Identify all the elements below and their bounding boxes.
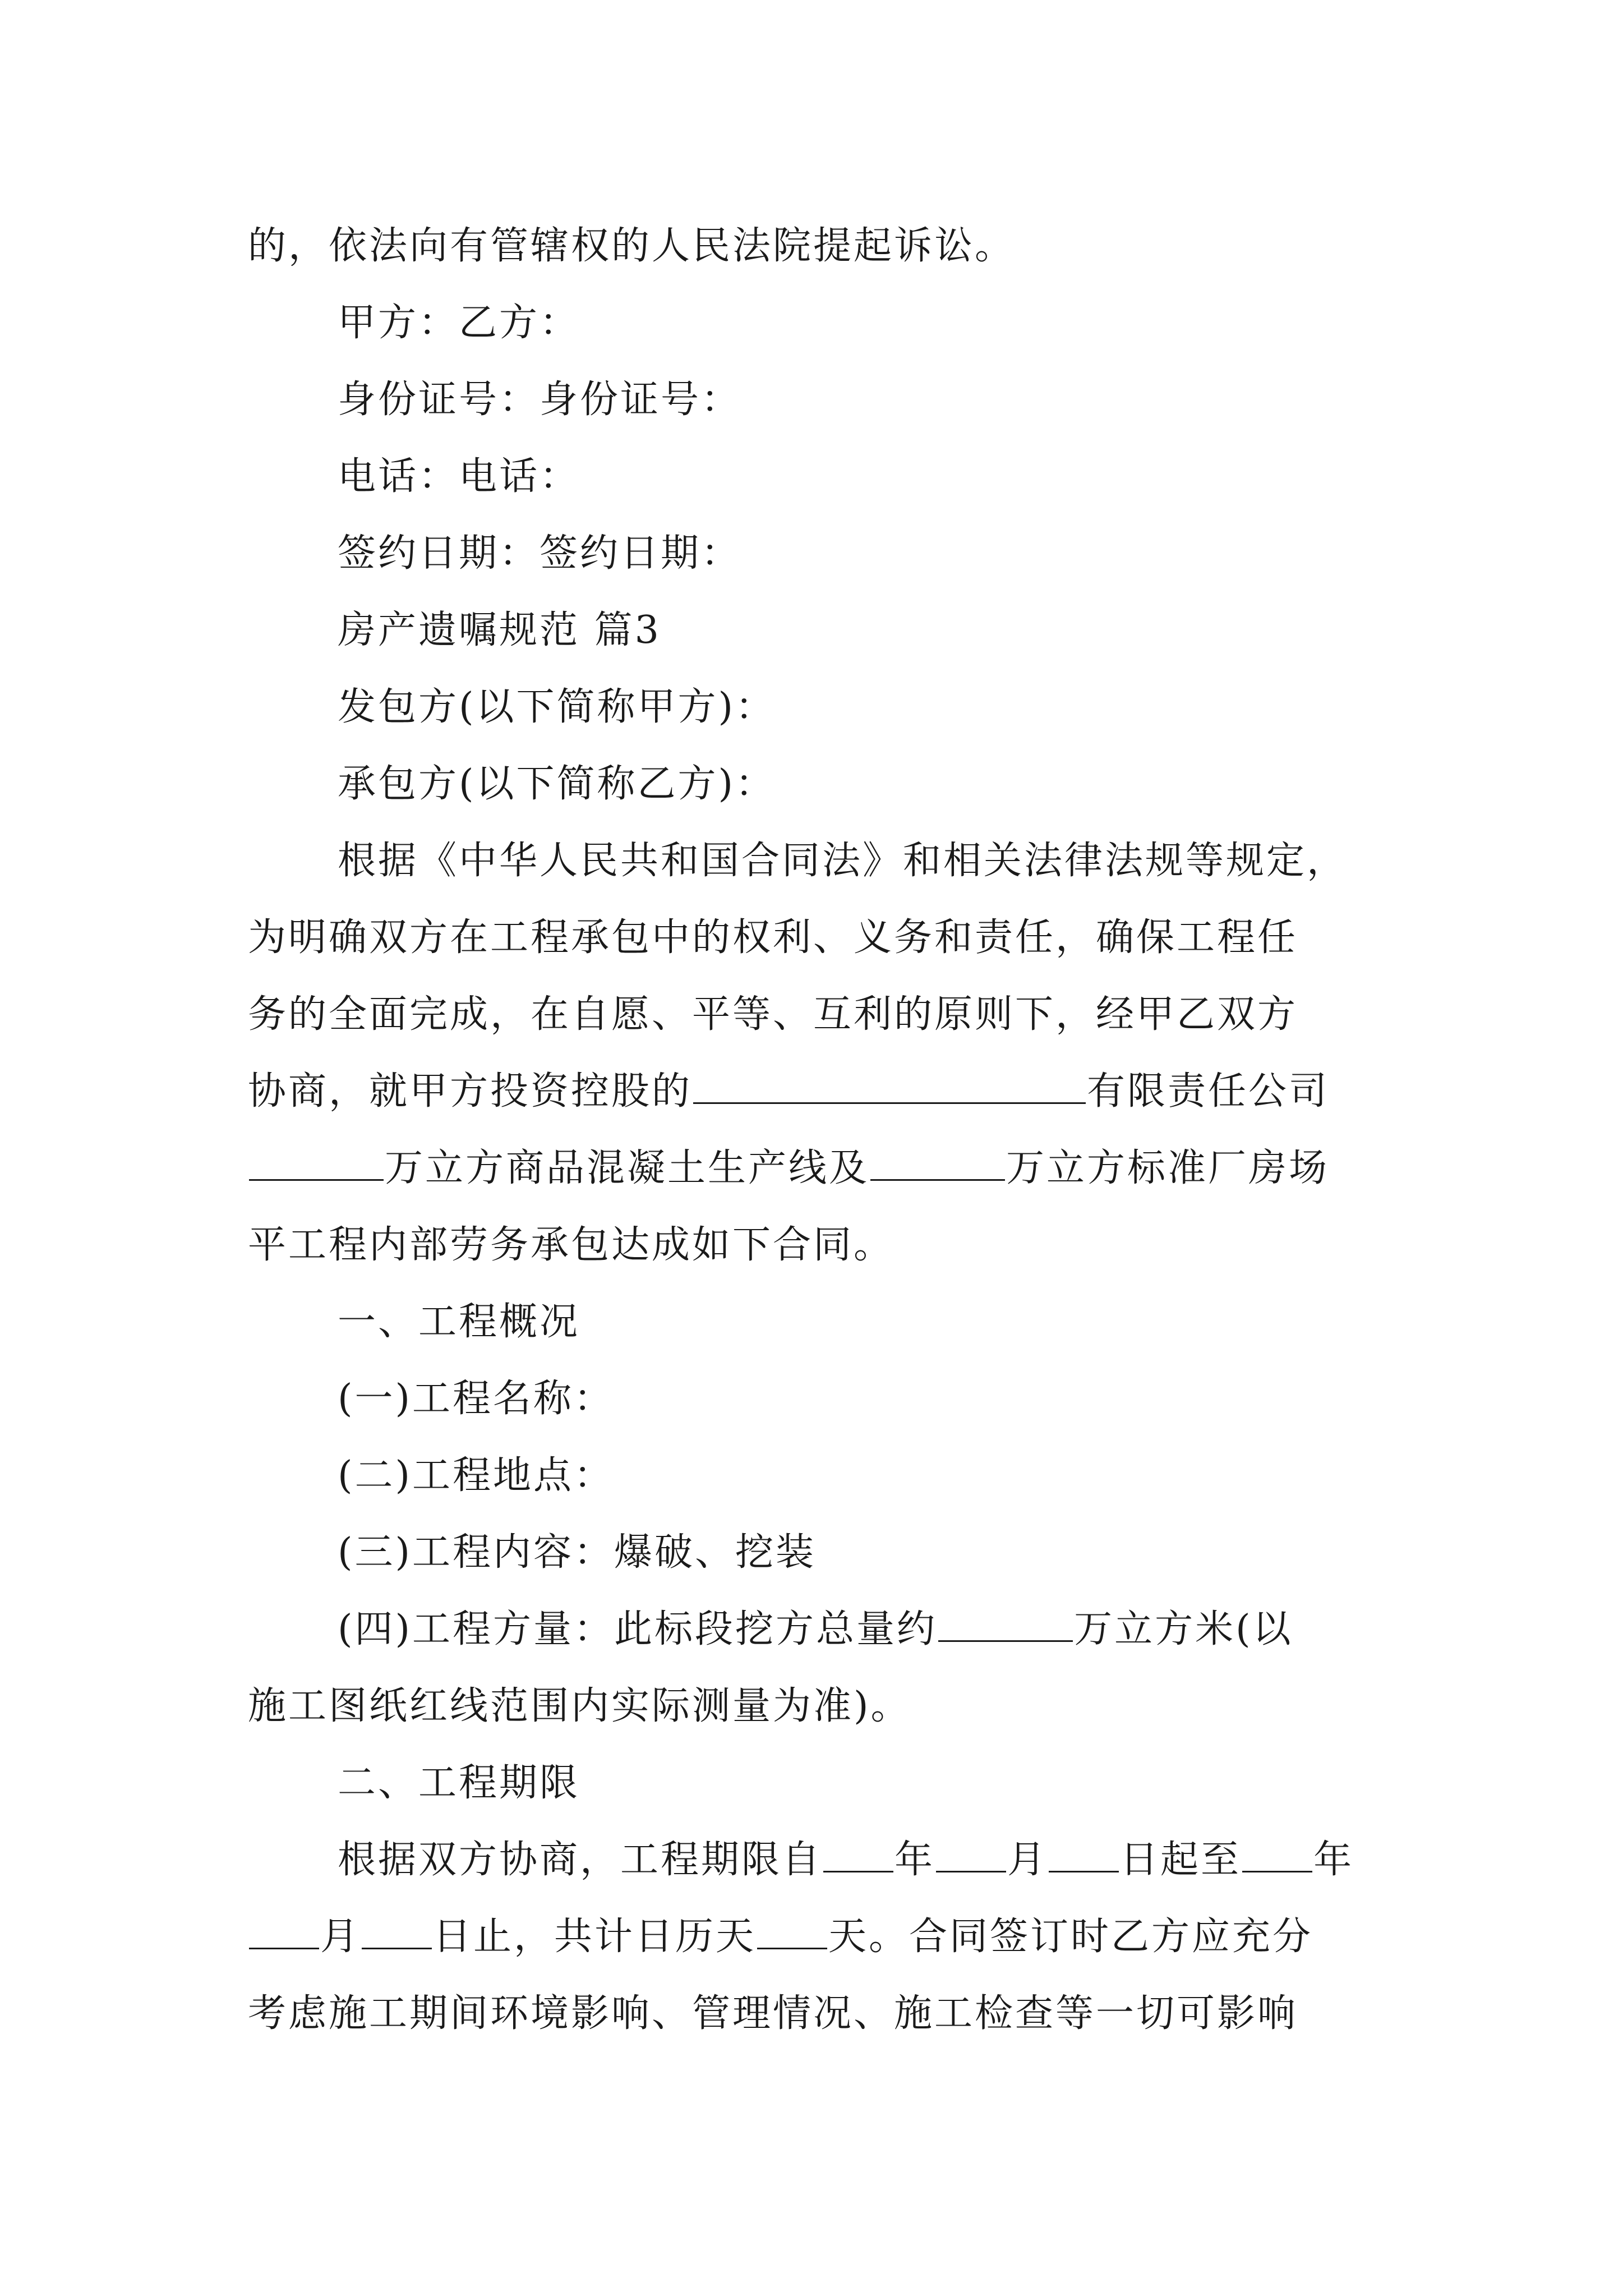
text-line bbox=[248, 1591, 1386, 1668]
blank-field bbox=[249, 1915, 319, 1949]
blank-field bbox=[870, 1147, 1005, 1181]
text-line: 平工程内部劳务承包达成如下合同。 bbox=[248, 1223, 895, 1267]
text-segment: 万立方标准厂房场 bbox=[1006, 1146, 1330, 1190]
text-segment: 有限责任公司 bbox=[1087, 1069, 1330, 1114]
text-segment: 万立方米(以 bbox=[1074, 1607, 1293, 1651]
blank-field bbox=[823, 1838, 893, 1872]
blank-field bbox=[1049, 1838, 1119, 1872]
text-line: (三)工程内容：爆破、挖装 bbox=[338, 1530, 817, 1575]
document-body bbox=[248, 208, 1386, 2052]
text-line: (二)工程地点： bbox=[338, 1453, 615, 1498]
text-line: 承包方(以下简称乙方)： bbox=[338, 762, 776, 806]
section-heading: 一、工程概况 bbox=[338, 1300, 580, 1344]
text-line: 的，依法向有管辖权的人民法院提起诉讼。 bbox=[248, 224, 1016, 268]
text-line: 施工图纸红线范围内实际测量为准)。 bbox=[248, 1684, 911, 1728]
text-segment: 天。合同签订时乙方应充分 bbox=[828, 1915, 1313, 1959]
text-line bbox=[248, 1898, 1386, 1975]
text-line bbox=[248, 1821, 1386, 1898]
section-heading: 二、工程期限 bbox=[338, 1761, 580, 1805]
text-segment: 万立方商品混凝土生产线及 bbox=[385, 1146, 870, 1190]
text-line: 身份证号：身份证号： bbox=[338, 378, 742, 422]
text-segment: 年 bbox=[895, 1838, 935, 1882]
text-segment: 日起至 bbox=[1120, 1838, 1242, 1882]
blank-field bbox=[1242, 1838, 1312, 1872]
text-segment: 日止，共计日历天 bbox=[433, 1915, 757, 1959]
text-line: 考虑施工期间环境影响、管理情况、施工检查等一切可影响 bbox=[248, 1991, 1298, 2036]
text-line: 签约日期：签约日期： bbox=[338, 531, 742, 576]
text-segment: 月 bbox=[320, 1915, 361, 1959]
text-line: 发包方(以下简称甲方)： bbox=[338, 685, 776, 729]
blank-field bbox=[249, 1147, 384, 1181]
blank-field bbox=[936, 1838, 1006, 1872]
text-line: 甲方：乙方： bbox=[338, 301, 580, 345]
blank-field bbox=[693, 1070, 1086, 1104]
text-line: (一)工程名称： bbox=[338, 1377, 615, 1421]
blank-field bbox=[938, 1608, 1073, 1642]
text-line: 电话：电话： bbox=[338, 454, 580, 499]
blank-field bbox=[362, 1915, 432, 1949]
text-line bbox=[248, 1130, 1386, 1207]
text-line: 根据《中华人民共和国合同法》和相关法律法规等规定， bbox=[338, 839, 1348, 883]
text-line: 务的全面完成，在自愿、平等、互利的原则下，经甲乙双方 bbox=[248, 992, 1298, 1037]
text-line: 为明确双方在工程承包中的权利、义务和责任，确保工程任 bbox=[248, 915, 1298, 960]
text-segment: (四)工程方量：此标段挖方总量约 bbox=[338, 1607, 938, 1651]
section-heading: 房产遗嘱规范 篇3 bbox=[338, 608, 661, 652]
text-segment: 根据双方协商，工程期限自 bbox=[338, 1838, 823, 1882]
text-segment: 协商，就甲方投资控股的 bbox=[248, 1069, 693, 1114]
blank-field bbox=[757, 1915, 827, 1949]
text-segment: 月 bbox=[1007, 1838, 1048, 1882]
text-line bbox=[248, 1053, 1386, 1130]
text-segment: 年 bbox=[1313, 1838, 1354, 1882]
